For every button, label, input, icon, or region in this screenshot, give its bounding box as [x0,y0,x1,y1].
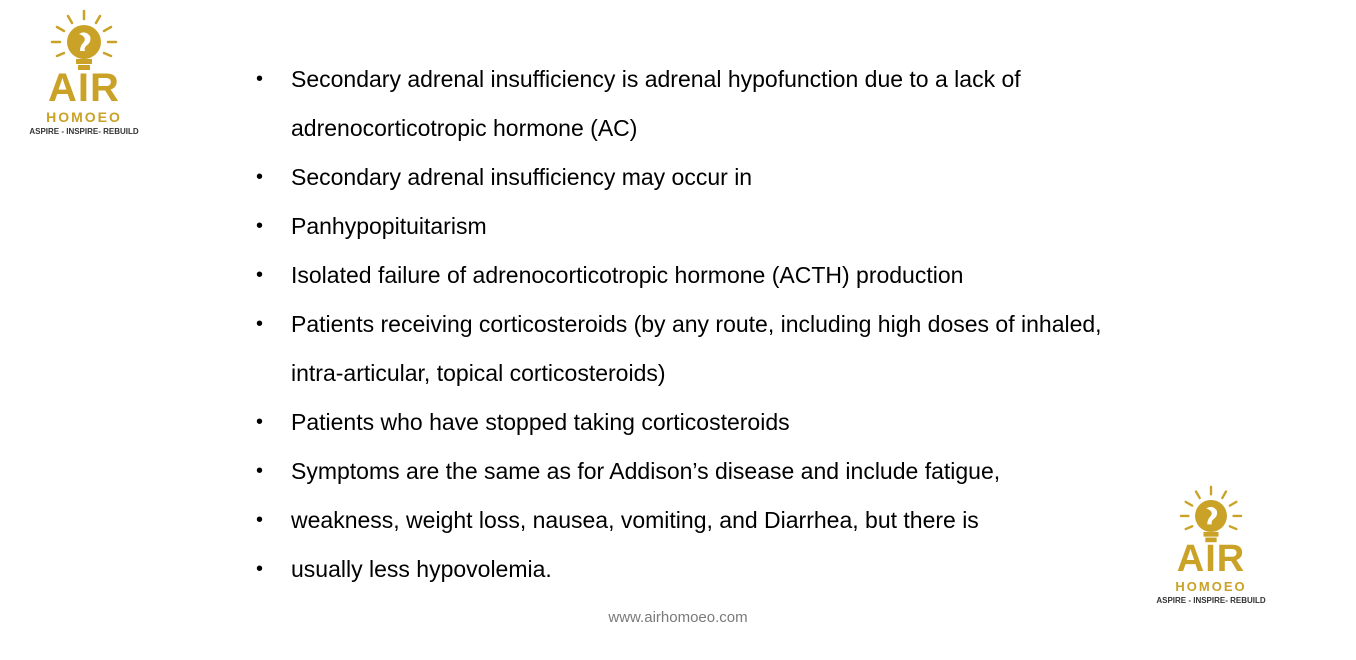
list-item [256,398,1116,447]
list-item-text: Secondary adrenal insufficiency is adrenal hypofunction due to a lack of adrenocorticotropic hormone (AC) [291,66,1021,141]
list-item-text: Patients who have stopped taking corticosteroids [291,409,790,435]
bullet-icon: • [256,68,264,90]
list-item-text: Symptoms are the same as for Addison’s disease and include fatigue, [291,458,1001,484]
list-item-text: weakness, weight loss, nausea, vomiting, and Diarrhea, but there is [291,507,979,533]
bullet-icon: • [256,166,264,188]
bullet-icon: • [256,558,264,580]
list-item [256,496,1116,545]
logo-brand-text: AIR [48,66,120,110]
bullet-list [256,55,1116,594]
list-item [256,447,1116,496]
list-item-text: Panhypopituitarism [291,213,487,239]
brand-logo-top [26,8,142,136]
bullet-icon: • [256,509,264,531]
bullet-icon: • [256,411,264,433]
bullet-icon: • [256,460,264,482]
list-item-text: Patients receiving corticosteroids (by any route, including high doses of inhaled, intra-articular, topical corticosteroids) [291,311,1102,386]
list-item [256,153,1116,202]
logo-subtitle: HOMOEO [46,109,122,125]
bullet-icon: • [256,215,264,237]
logo-tagline: ASPIRE - INSPIRE- REBUILD [29,127,139,136]
footer-url: www.airhomoeo.com [608,609,748,626]
list-item [256,300,1116,398]
list-item-text: Secondary adrenal insufficiency may occur in [291,164,753,190]
brand-logo-bottom [1156,484,1266,605]
list-item [256,545,1116,594]
bullet-icon: • [256,264,264,286]
list-item [256,202,1116,251]
list-item-text: usually less hypovolemia. [291,556,552,582]
list-item [256,55,1116,153]
list-item-text: Isolated failure of adrenocorticotropic hormone (ACTH) production [291,262,964,288]
lightbulb-torch-icon [1175,484,1247,546]
logo-tagline: ASPIRE - INSPIRE- REBUILD [1156,596,1266,605]
list-item [256,251,1116,300]
logo-subtitle: HOMOEO [1175,579,1247,594]
bullet-icon: • [256,313,264,335]
logo-brand-text: AIR [1176,538,1246,580]
lightbulb-torch-icon [46,8,122,74]
